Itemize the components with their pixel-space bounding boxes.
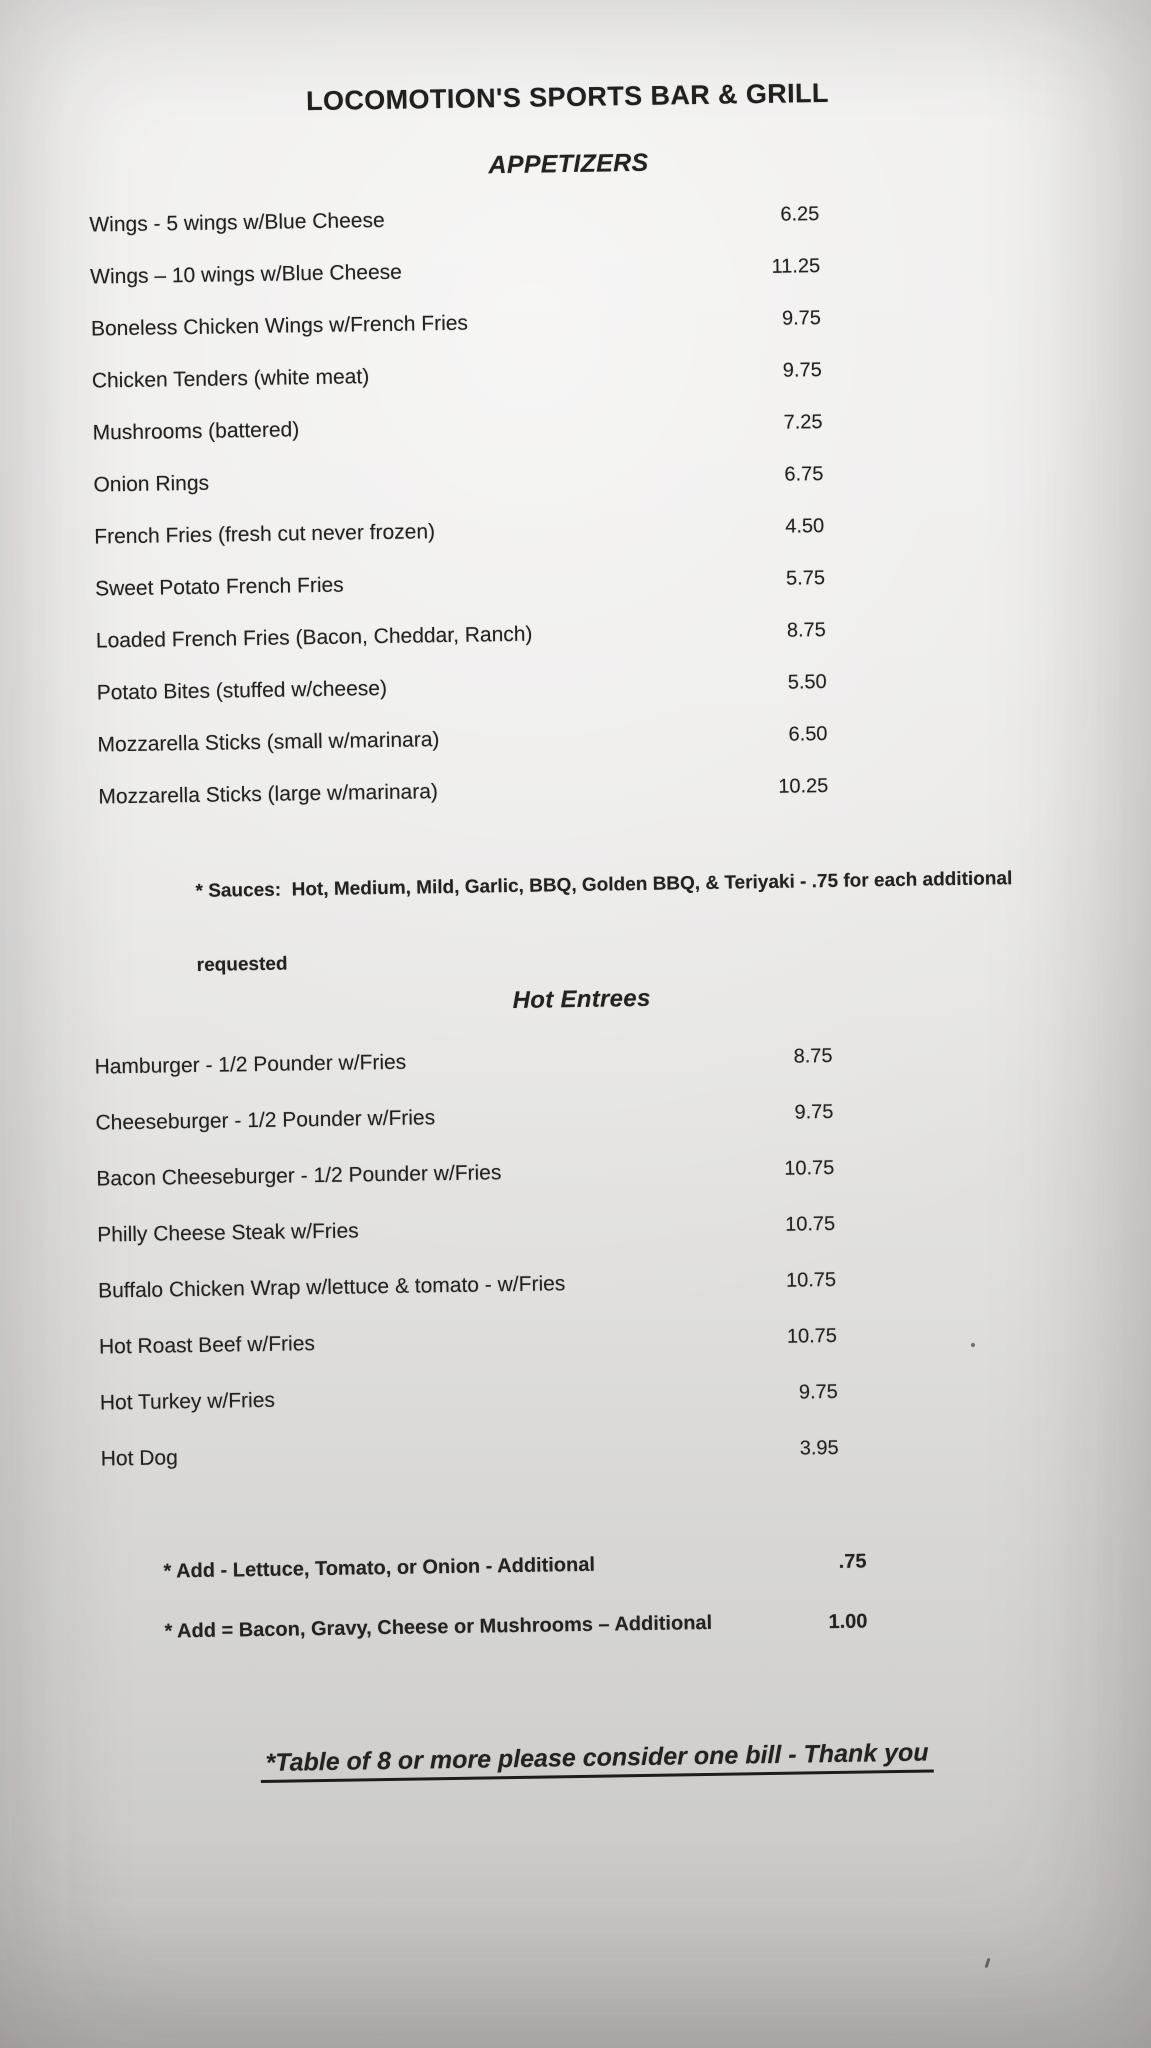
menu-item-price: 9.75: [798, 1380, 838, 1404]
menu-item-name: Potato Bites (stuffed w/cheese): [96, 676, 388, 705]
menu-item-name: Buffalo Chicken Wrap w/lettuce & tomato - w/Fries: [97, 1272, 566, 1303]
addon-label: * Add - Lettuce, Tomato, or Onion - Additional: [163, 1553, 596, 1583]
menu-item-name: Bacon Cheeseburger - 1/2 Pounder w/Fries: [96, 1161, 502, 1191]
menu-item-price: 8.75: [786, 619, 827, 642]
menu-item-price: 7.25: [783, 411, 823, 434]
menu-item-name: Hot Dog: [100, 1446, 178, 1471]
footer-note: [31, 1735, 1151, 1782]
page-title: LOCOMOTION'S SPORTS BAR & GRILL: [305, 77, 830, 117]
menu-item-name: Mushrooms (battered): [92, 418, 300, 445]
menu-item-name: Onion Rings: [93, 471, 210, 497]
section-heading-hot-entrees: Hot Entrees: [512, 984, 651, 1014]
addon-price: .75: [838, 1550, 867, 1573]
menu-item-name: Hamburger - 1/2 Pounder w/Fries: [94, 1050, 407, 1079]
menu-item-name: Philly Cheese Steak w/Fries: [97, 1219, 359, 1247]
section-heading-appetizers: APPETIZERS: [488, 148, 649, 180]
menu-item-name: Cheeseburger - 1/2 Pounder w/Fries: [95, 1106, 436, 1135]
hot-entrees-list: [0, 1029, 1151, 1495]
menu-item-name: French Fries (fresh cut never frozen): [94, 520, 436, 549]
appetizers-list: [0, 187, 1148, 829]
menu-item-name: Mozzarella Sticks (large w/marinara): [98, 780, 439, 809]
menu-item-price: 10.75: [784, 1212, 836, 1236]
addon-price: 1.00: [828, 1610, 868, 1634]
menu-item-price: 11.25: [771, 255, 821, 278]
menu-item-price: 6.25: [780, 203, 820, 226]
addons-list: [8, 1545, 1151, 1683]
menu-item-price: 3.95: [799, 1436, 839, 1460]
menu-item-price: 6.50: [788, 723, 828, 746]
menu-item-name: Wings – 10 wings w/Blue Cheese: [90, 260, 403, 289]
menu-item-name: Sweet Potato French Fries: [94, 573, 344, 601]
footer-note-text: *Table of 8 or more please consider one bill - Thank you: [260, 1738, 934, 1783]
menu-item-name: Hot Turkey w/Fries: [99, 1388, 276, 1415]
menu-item-price: 9.75: [782, 359, 822, 382]
menu-item-name: Chicken Tenders (white meat): [91, 365, 370, 393]
menu-item-price: 6.75: [784, 463, 824, 486]
addon-label: * Add = Bacon, Gravy, Cheese or Mushrooms – Additional: [164, 1611, 713, 1643]
menu-item-price: 10.75: [786, 1324, 838, 1348]
menu-item-price: 5.50: [787, 671, 827, 694]
menu-item-name: Wings - 5 wings w/Blue Cheese: [89, 208, 385, 237]
menu-item-name: Hot Roast Beef w/Fries: [98, 1332, 316, 1359]
menu-item-price: 10.75: [785, 1268, 837, 1292]
menu-item-name: Loaded French Fries (Bacon, Cheddar, Ranch): [95, 622, 533, 653]
menu-item-price: 8.75: [793, 1044, 833, 1068]
menu-item-name: Mozzarella Sticks (small w/marinara): [97, 728, 440, 757]
menu-item-price: 10.75: [784, 1156, 835, 1180]
menu-item-price: 10.25: [778, 775, 829, 798]
menu-item-price: 5.75: [785, 567, 826, 590]
menu-item-price: 9.75: [794, 1100, 834, 1124]
sauce-note-line1: * Sauces: Hot, Medium, Mild, Garlic, BBQ, Golden BBQ, & Teriyaki - .75 for each additional: [195, 868, 1013, 902]
menu-item-price: 4.50: [785, 515, 825, 538]
sauce-note-line2: requested: [196, 953, 288, 976]
menu-item-name: Boneless Chicken Wings w/French Fries: [90, 311, 469, 341]
menu-item-price: 9.75: [781, 307, 822, 330]
